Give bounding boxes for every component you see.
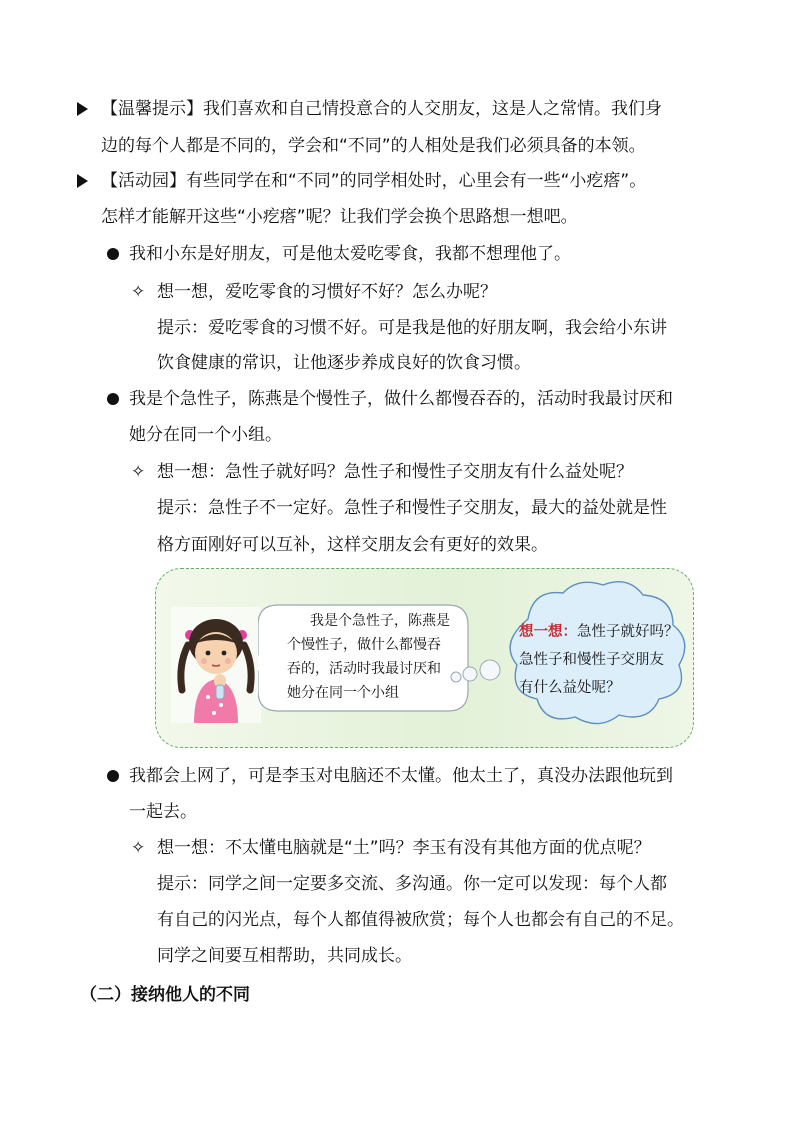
item-hint: 饮食健康的常识，让他逐步养成良好的饮食习惯。 <box>157 353 531 373</box>
diamond-bullet-icon: ✧ <box>131 462 146 482</box>
arrow-bullet-icon <box>77 174 88 188</box>
think-text: 有什么益处呢？ <box>519 680 621 696</box>
speech-line: 吞的，活动时我最讨厌和 <box>287 661 441 677</box>
item-statement: 一起去。 <box>129 802 197 822</box>
item-hint: 同学之间要互相帮助，共同成长。 <box>157 946 412 966</box>
item-hint: 提示：爱吃零食的习惯不好。可是我是他的好朋友啊，我会给小东讲 <box>157 318 667 338</box>
think-label: 想一想： <box>519 624 577 640</box>
think-text: 急性子就好吗？ <box>577 624 679 640</box>
item-statement: 她分在同一个小组。 <box>129 425 282 445</box>
think-text: 急性子和慢性子交朋友 <box>519 652 664 668</box>
diamond-bullet-icon: ✧ <box>131 838 146 858</box>
item-hint: 提示：同学之间一定要多交流、多沟通。你一定可以发现：每个人都 <box>157 874 667 894</box>
girl-illustration <box>166 605 266 725</box>
activity-line-1: 【活动园】有些同学在和“不同”的同学相处时，心里会有一些“小疙瘩”。 <box>101 171 647 191</box>
think-prompt <box>519 619 679 645</box>
item-question: 想一想，爱吃零食的习惯好不好？怎么办呢？ <box>157 282 497 302</box>
bullet-dot-icon <box>107 393 119 405</box>
illustration-panel <box>155 568 694 748</box>
item-hint: 提示：急性子不一定好。急性子和慢性子交朋友，最大的益处就是性 <box>157 498 667 518</box>
tip-line-1: 【温馨提示】我们喜欢和自己情投意合的人交朋友，这是人之常情。我们身 <box>101 99 662 119</box>
tip-line-2: 边的每个人都是不同的，学会和“不同”的人相处是我们必须具备的本领。 <box>101 136 646 156</box>
item-question: 想一想：不太懂电脑就是“土”吗？李玉有没有其他方面的优点呢？ <box>157 838 651 858</box>
item-statement: 我都会上网了，可是李玉对电脑还不太懂。他太土了，真没办法跟他玩到 <box>129 766 673 786</box>
bullet-dot-icon <box>107 248 119 260</box>
arrow-bullet-icon <box>77 102 88 116</box>
section-heading: （二）接纳他人的不同 <box>80 985 250 1005</box>
item-statement: 我是个急性子，陈燕是个慢性子，做什么都慢吞吞的，活动时我最讨厌和 <box>129 389 673 409</box>
speech-line: 个慢性子，做什么都慢吞 <box>287 637 441 653</box>
speech-line: 她分在同一个小组 <box>287 685 399 701</box>
item-statement: 我和小东是好朋友，可是他太爱吃零食，我都不想理他了。 <box>129 244 571 264</box>
bullet-dot-icon <box>107 770 119 782</box>
item-question: 想一想：急性子就好吗？急性子和慢性子交朋友有什么益处呢？ <box>157 462 633 482</box>
item-hint: 格方面刚好可以互补，这样交朋友会有更好的效果。 <box>157 535 548 555</box>
activity-line-2: 怎样才能解开这些“小疙瘩”呢？让我们学会换个思路想一想吧。 <box>101 207 578 227</box>
speech-line: 我是个急性子，陈燕是 <box>310 613 450 629</box>
diamond-bullet-icon: ✧ <box>131 282 146 302</box>
item-hint: 有自己的闪光点，每个人都值得被欣赏；每个人也都会有自己的不足。 <box>157 910 684 930</box>
